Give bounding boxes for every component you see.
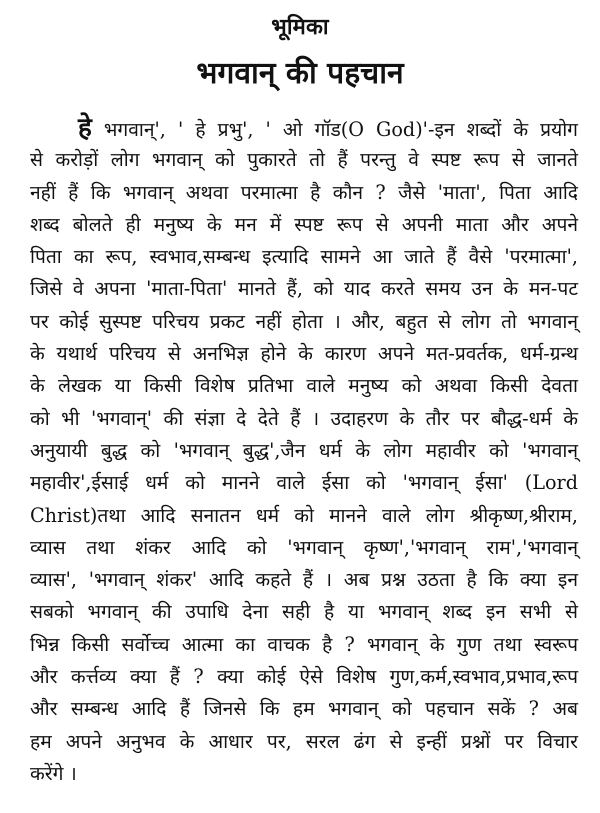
chapter-title: भगवान् की पहचान [196,56,404,91]
paragraph-line: महावीर',ईसाई धर्म को मानने वाले ईसा को 'भगवान् ईसा' (Lord [30,471,578,495]
drop-cap: हे [78,113,92,143]
paragraph-line: के यथार्थ परिचय से अनभिज्ञ होने के कारण अपने मत-प्रवर्तक, धर्म-ग्रन्थ [30,342,578,366]
paragraph-line: पर कोई सुस्पष्ट परिचय प्रकट नहीं होता । और, बहुत से लोग तो भगवान् [30,309,578,333]
paragraph-line: से करोड़ों लोग भगवान् को पुकारते तो हैं परन्तु वे स्पष्ट रूप से जानते [30,148,578,172]
paragraph-line: पिता का रूप, स्वभाव,सम्बन्ध इत्यादि सामने आ जाते हैं वैसे 'परमात्मा', [30,245,578,269]
paragraph-line [30,112,578,144]
paragraph-line: सबको भगवान् की उपाधि देना सही है या भगवान् शब्द इन सभी से [30,600,578,624]
paragraph-line: करेंगे । [30,761,77,785]
paragraph-line: हम अपने अनुभव के आधार पर, सरल ढंग से इन्हीं प्रश्नों पर विचार [30,729,578,753]
paragraph-line: और सम्बन्ध आदि हैं जिनसे कि हम भगवान् को पहचान सकें ? अब [30,697,578,721]
paragraph-line: Christ)तथा आदि सनातन धर्म को मानने वाले लोग श्रीकृष्ण,श्रीराम, [30,503,578,527]
line-text: भगवान्', ' हे प्रभु', ' ओ गॉड(O God)'-इन शब्दों के प्रयोग [91,118,578,141]
section-title: भूमिका [271,15,329,40]
paragraph-line: जिसे वे अपना 'माता-पिता' मानते हैं, को याद करते समय उन के मन-पट [30,277,578,301]
paragraph-line: शब्द बोलते ही मनुष्य के मन में स्पष्ट रूप से अपनी माता और अपने [30,212,578,236]
paragraph-line: भिन्न किसी सर्वोच्च आत्मा का वाचक है ? भगवान् के गुण तथा स्वरूप [30,632,578,656]
paragraph-line: अनुयायी बुद्ध को 'भगवान् बुद्ध',जैन धर्म के लोग महावीर को 'भगवान् [30,438,578,462]
body-paragraph [30,112,578,790]
paragraph-line: व्यास', 'भगवान् शंकर' आदि कहते हैं । अब प्रश्न उठता है कि क्या इन [30,568,578,592]
paragraph-line: व्यास तथा शंकर आदि को 'भगवान् कृष्ण','भगवान् राम','भगवान् [30,535,578,559]
paragraph-line: को भी 'भगवान्' की संज्ञा दे देते हैं । उदाहरण के तौर पर बौद्ध-धर्म के [30,406,578,430]
paragraph-line: के लेखक या किसी विशेष प्रतिभा वाले मनुष्य को अथवा किसी देवता [30,374,578,398]
paragraph-line: और कर्त्तव्य क्या हैं ? क्या कोई ऐसे विशेष गुण,कर्म,स्वभाव,प्रभाव,रूप [30,665,578,689]
paragraph-line: नहीं हैं कि भगवान् अथवा परमात्मा है कौन ? जैसे 'माता', पिता आदि [30,180,578,204]
